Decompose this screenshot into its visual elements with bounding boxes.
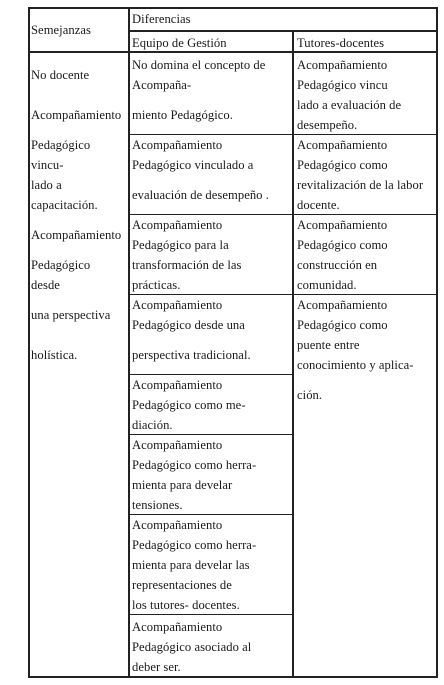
table-border-left bbox=[28, 7, 30, 678]
cell-text-line: revitalización de la labor bbox=[297, 178, 424, 192]
cell-text-line: perspectiva tradicional. bbox=[132, 348, 251, 362]
cell-text-line: Pedagógico como bbox=[297, 318, 388, 332]
cell-text-line: capacitación. bbox=[31, 198, 98, 212]
cell-text-line: transformación de las bbox=[132, 258, 242, 272]
cell-text-line: puente entre bbox=[297, 338, 360, 352]
cell-text-line: Pedagógico como bbox=[297, 158, 388, 172]
column-divider-2 bbox=[292, 31, 294, 678]
cell-text-line: Pedagógico bbox=[31, 258, 91, 272]
header-tutores-docentes: Tutores-docentes bbox=[297, 36, 385, 50]
cell-text-line: Acompañamiento bbox=[31, 108, 122, 122]
cell-text-line: miento Pedagógico. bbox=[132, 108, 233, 122]
cell-text-line: comunidad. bbox=[297, 278, 357, 292]
cell-text-line: Acompañamiento bbox=[132, 518, 223, 532]
cell-text-line: Pedagógico como me- bbox=[132, 398, 246, 412]
table-border-bottom bbox=[28, 676, 438, 678]
header-diferencias: Diferencias bbox=[132, 12, 191, 26]
cell-text-line: Pedagógico como herra- bbox=[132, 538, 257, 552]
cell-text-line: Acompañamiento bbox=[132, 378, 223, 392]
cell-text-line: vincu- bbox=[31, 158, 64, 172]
cell-text-line: deber ser. bbox=[132, 660, 181, 674]
column-divider-1 bbox=[128, 7, 130, 678]
cell-text-line: holística. bbox=[31, 348, 78, 362]
cell-text-line: No domina el concepto de bbox=[132, 58, 266, 72]
header-semejanzas: Semejanzas bbox=[31, 23, 91, 37]
cell-text-line: evaluación de desempeño . bbox=[132, 188, 269, 202]
cell-text-line: Acompañamiento bbox=[132, 438, 223, 452]
cell-text-line: tensiones. bbox=[132, 498, 183, 512]
table-border-right bbox=[436, 7, 438, 678]
cell-text-line: ción. bbox=[297, 388, 323, 402]
cell-text-line: Acompaña- bbox=[132, 78, 192, 92]
cell-text-line: diación. bbox=[132, 418, 173, 432]
cell-text-line: mienta para develar las bbox=[132, 558, 250, 572]
cell-text-line: Acompañamiento bbox=[132, 298, 223, 312]
cell-text-line: Pedagógico como herra- bbox=[132, 458, 257, 472]
cell-text-line: Acompañamiento bbox=[132, 218, 223, 232]
table-border-top bbox=[28, 7, 438, 9]
cell-text-line: prácticas. bbox=[132, 278, 181, 292]
cell-text-line: Pedagógico vincu bbox=[297, 78, 388, 92]
cell-text-line: Acompañamiento bbox=[297, 298, 388, 312]
cell-text-line: Acompañamiento bbox=[297, 218, 388, 232]
cell-text-line: Pedagógico bbox=[31, 138, 91, 152]
cell-text-line: desempeño. bbox=[297, 118, 358, 132]
cell-text-line: desde bbox=[31, 278, 60, 292]
cell-text-line: No docente bbox=[31, 68, 90, 82]
cell-text-line: Pedagógico como bbox=[297, 238, 388, 252]
cell-text-line: conocimiento y aplica- bbox=[297, 358, 414, 372]
cell-text-line: lado a evaluación de bbox=[297, 98, 402, 112]
cell-text-line: mienta para develar bbox=[132, 478, 233, 492]
cell-text-line: una perspectiva bbox=[31, 308, 111, 322]
cell-text-line: Pedagógico asociado al bbox=[132, 640, 252, 654]
cell-text-line: Pedagógico vinculado a bbox=[132, 158, 254, 172]
cell-text-line: Acompañamiento bbox=[297, 58, 388, 72]
header-equipo-de-gestion: Equipo de Gestión bbox=[132, 36, 227, 50]
cell-text-line: construcción en bbox=[297, 258, 378, 272]
header-subdivider bbox=[128, 30, 438, 32]
cell-text-line: Pedagógico desde una bbox=[132, 318, 245, 332]
cell-text-line: Pedagógico para la bbox=[132, 238, 229, 252]
cell-text-line: Acompañamiento bbox=[132, 620, 223, 634]
cell-text-line: Acompañamiento bbox=[31, 228, 122, 242]
cell-text-line: lado a bbox=[31, 178, 62, 192]
cell-text-line: Acompañamiento bbox=[297, 138, 388, 152]
cell-text-line: los tutores- docentes. bbox=[132, 598, 240, 612]
cell-text-line: Acompañamiento bbox=[132, 138, 223, 152]
cell-text-line: representaciones de bbox=[132, 578, 232, 592]
cell-text-line: docente. bbox=[297, 198, 340, 212]
